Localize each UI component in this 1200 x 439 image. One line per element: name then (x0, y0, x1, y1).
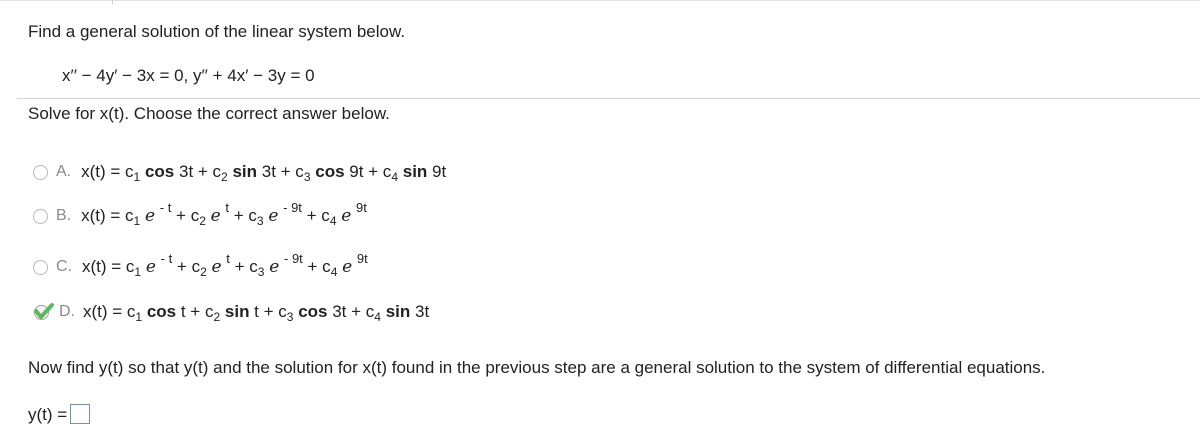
option-d[interactable] (33, 298, 429, 326)
option-d-expression: $x(t) = c_1$ $\cos t + c_2$ $\sin t + c_3$ $\cos 3t + c_4$ sin 3t (83, 302, 430, 324)
radio-button-a[interactable] (33, 165, 48, 180)
option-b[interactable] (33, 202, 367, 230)
option-letter-c: C. (56, 258, 72, 275)
option-a[interactable] (33, 158, 446, 186)
y-answer-label: y(t) = (28, 405, 68, 424)
radio-button-c[interactable] (33, 260, 48, 275)
option-c-expression: $x(t) = c_1$ e $^{- t} + c_2$ e $^t + c_3$ e $^{- 9t} + c_4$ e $^{9t}$ (82, 251, 368, 279)
question-prompt: Find a general solution of the linear system below. (28, 22, 406, 41)
system-equation: x′′ − 4y′ − 3x = 0, y′′ + 4x′ − 3y = 0 (62, 66, 315, 85)
option-c[interactable] (33, 253, 368, 281)
option-a-expression: $x(t) = c_1$ $\cos 3t + c_2$ $\sin 3t + c_3$ $\cos 9t + c_4$ sin 9t (81, 162, 447, 184)
option-letter-b: B. (56, 207, 72, 224)
y-answer-input[interactable] (70, 404, 90, 424)
section-divider (17, 98, 1200, 99)
part1-prompt: Solve for x(t). Choose the correct answer below. (28, 104, 390, 123)
option-b-expression: $x(t) = c_1$ e $^{- t} + c_2$ e $^t + c_3$ e $^{- 9t} + c_4$ e $^{9t}$ (81, 200, 367, 228)
checkmark-icon (33, 302, 55, 322)
option-letter-a: A. (56, 163, 72, 180)
y-answer-row (28, 404, 90, 425)
option-letter-d: D. (59, 303, 75, 320)
part2-prompt: Now find y(t) so that y(t) and the solution for x(t) found in the previous step are a general solution to the system of differential equations. (28, 358, 1046, 377)
radio-button-d[interactable] (33, 302, 55, 322)
radio-button-b[interactable] (33, 209, 48, 224)
top-border (0, 0, 1200, 1)
